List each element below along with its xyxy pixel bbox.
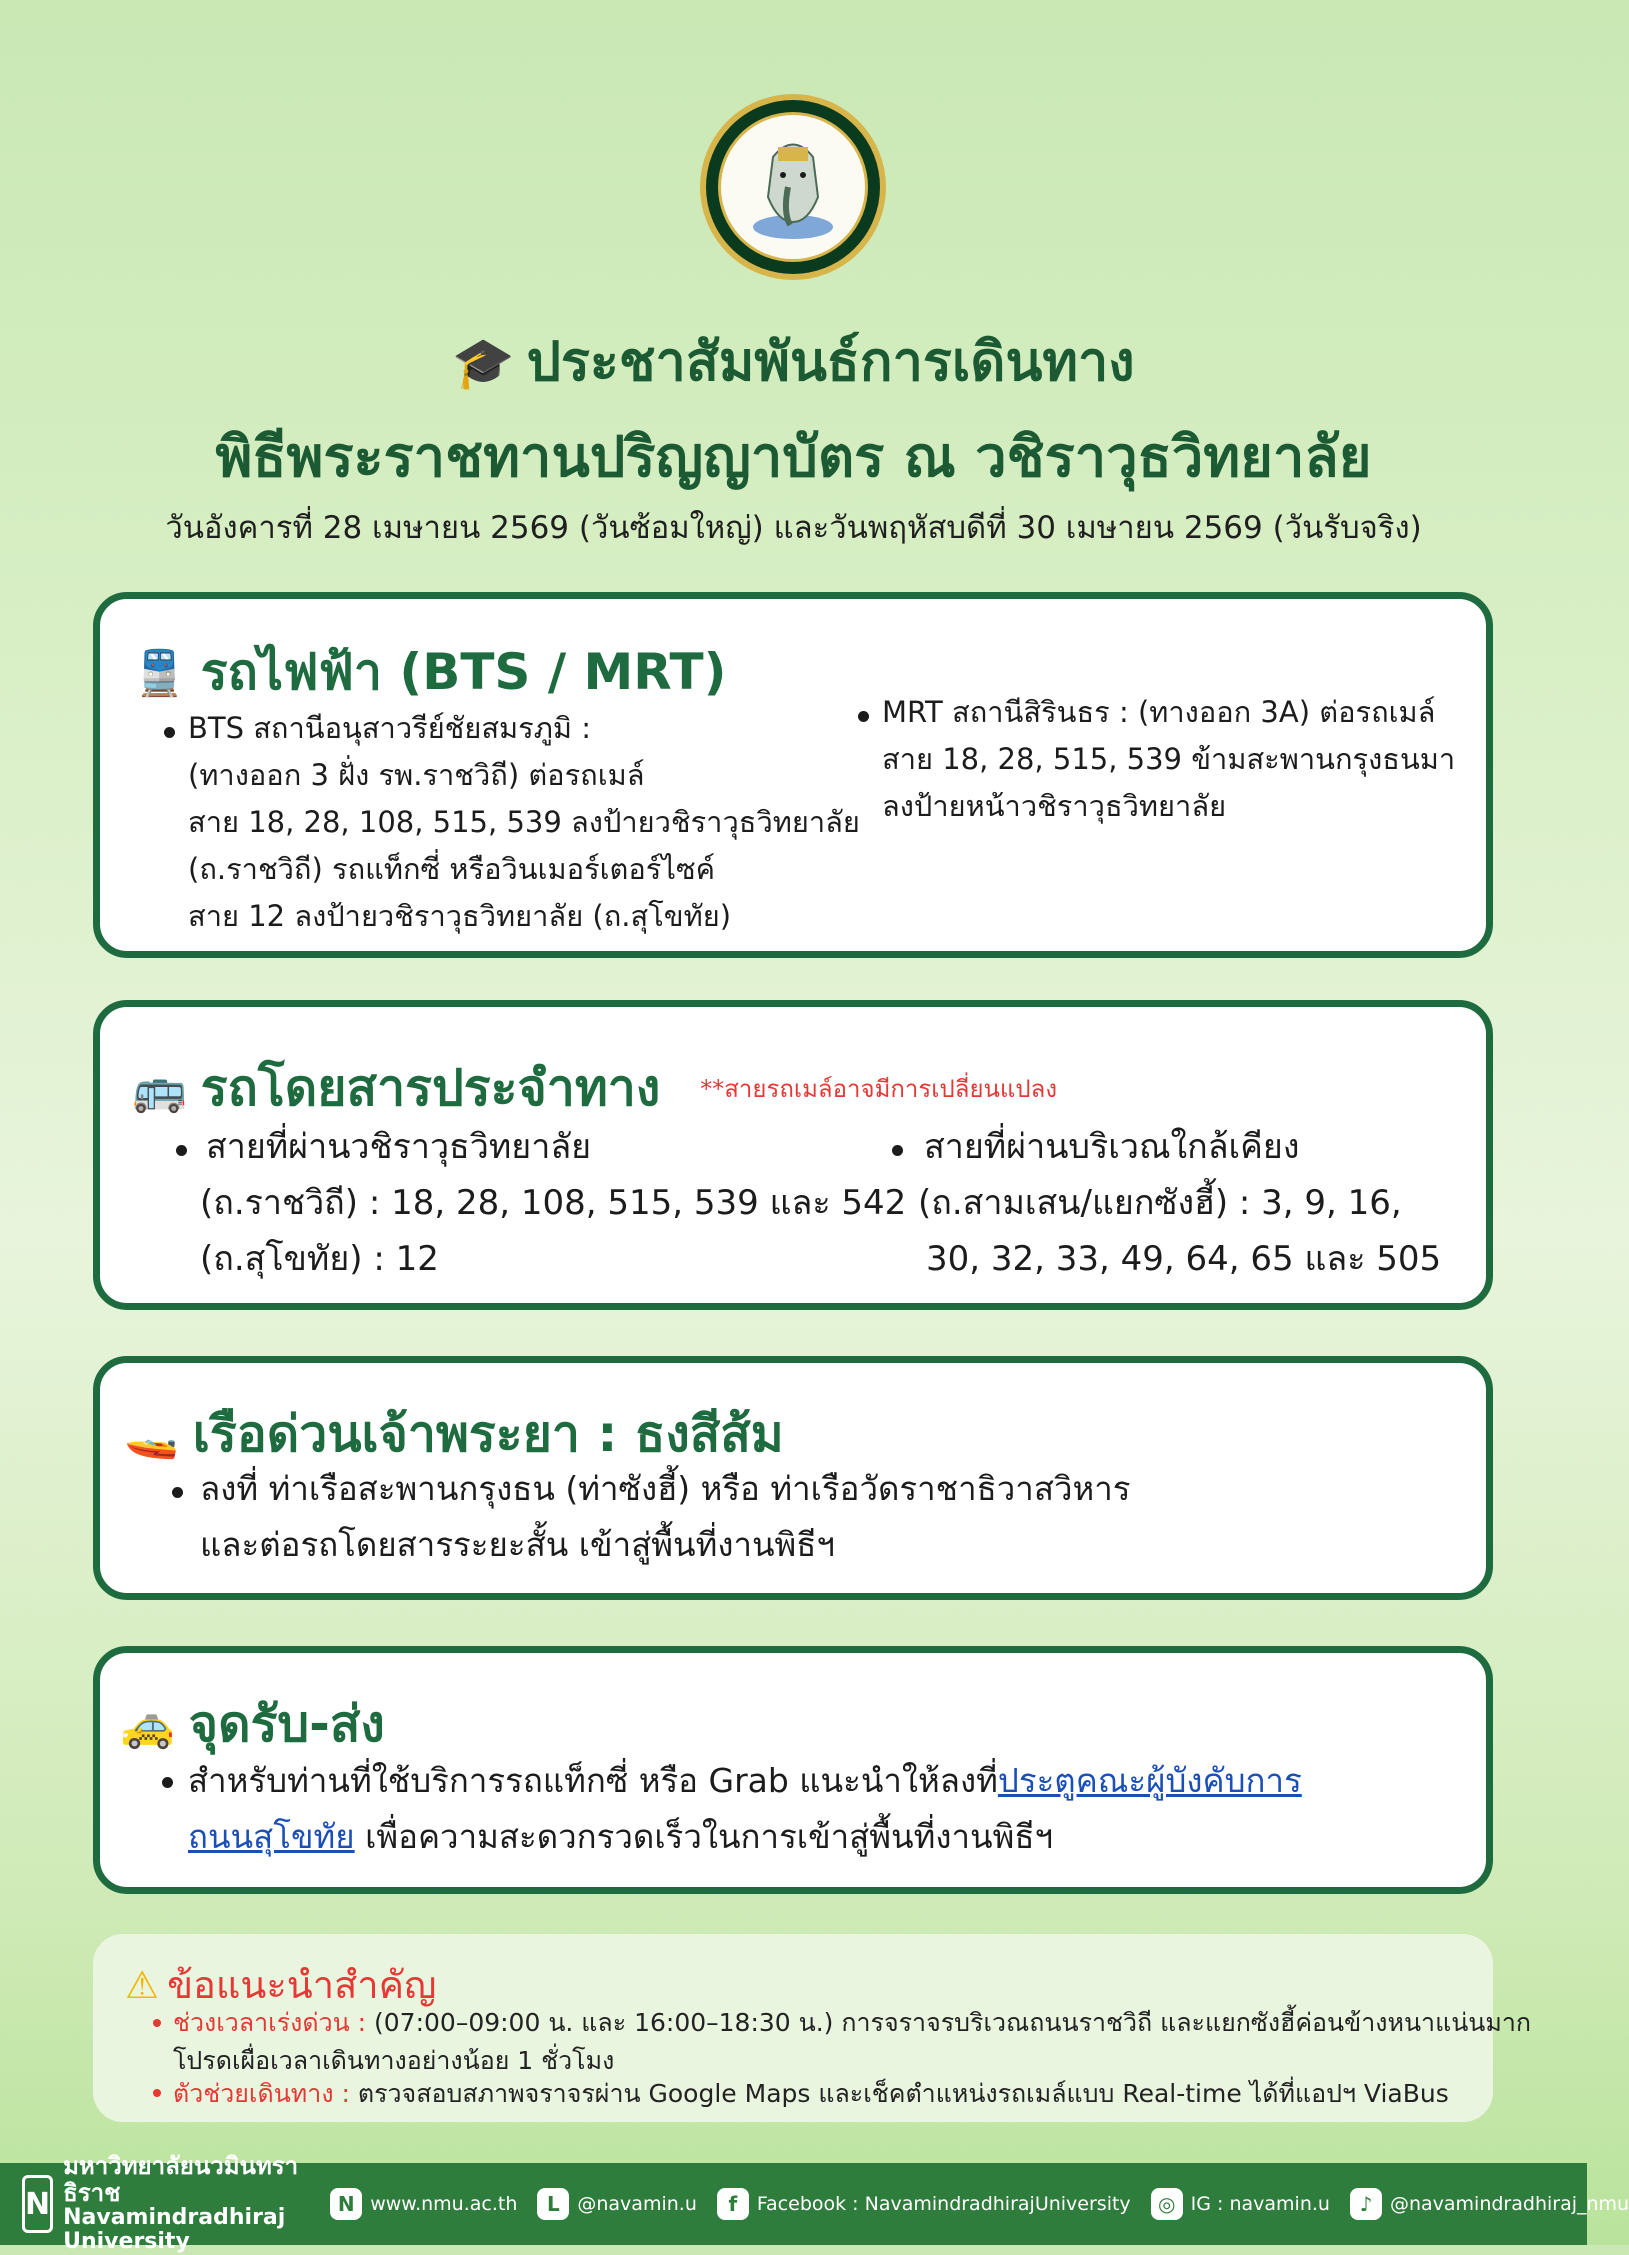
bus-routes-nearby: สายที่ผ่านบริเวณใกล้เคียง (ถ.สามเสน/แยกซังฮี้) : 3, 9, 16, 30, 32, 33, 49, 64, 65 และ 505: [918, 1127, 1442, 1279]
pickup-road-link[interactable]: ถนนสุโขทัย: [188, 1817, 355, 1856]
nmu-logo-icon: N: [22, 2175, 53, 2233]
train-icon: 🚆: [132, 647, 187, 699]
elephant-icon: [738, 127, 848, 247]
tip-travel-helper: ตัวช่วยเดินทาง : ตรวจสอบสภาพจราจรผ่าน Google Maps และเช็คตำแหน่งรถเมล์แบบ Real-time ได้ที่แอปฯ ViaBus: [173, 2079, 1449, 2108]
boat-icon: 🚤: [124, 1409, 179, 1461]
card-bus: [93, 1000, 1493, 1310]
event-dates: วันอังคารที่ 28 เมษายน 2569 (วันซ้อมใหญ่) และวันพฤหัสบดีที่ 30 เมษายน 2569 (วันรับจริง): [165, 510, 1422, 546]
card-bus-title: 🚌 รถโดยสารประจำทาง **สายรถเมล์อาจมีการเปลี่ยนแปลง: [132, 1059, 1058, 1117]
footer-tiktok[interactable]: ♪ @navamindradhiraj_nmu: [1350, 2188, 1629, 2220]
footer-university-logo: N มหาวิทยาลัยนวมินทราธิราช Navamindradhiraj University: [22, 2153, 298, 2254]
tips-title: ⚠ ข้อแนะนำสำคัญ: [125, 1963, 437, 2007]
bullet-dot: [162, 1777, 173, 1788]
bullet-dot: [164, 727, 175, 738]
card-boat: [93, 1356, 1493, 1600]
pickup-gate-link[interactable]: ประตูคณะผู้บังคับการ: [997, 1761, 1302, 1800]
bullet-dot: [153, 2089, 161, 2097]
bullet-dot: [153, 2019, 161, 2027]
bullet-dot: [172, 1487, 183, 1498]
warning-icon: ⚠: [125, 1963, 160, 2007]
train-mrt-info: MRT สถานีสิรินธร : (ทางออก 3A) ต่อรถเมล์ สาย 18, 28, 515, 539 ข้ามสะพานกรุงธนมา ลงป้ายหน้าวชิราวุธวิทยาลัย: [882, 695, 1456, 823]
page-subtitle: พิธีพระราชทานปริญญาบัตร ณ วชิราวุธวิทยาลัย: [215, 425, 1372, 490]
tip-rush-hour: ช่วงเวลาเร่งด่วน : (07:00–09:00 น. และ 16:00–18:30 น.) การจราจรบริเวณถนนราชวิถี และแยกซังฮี้ค่อนข้างหนาแน่นมาก โปรดเผื่อเวลาเดินทางอย่างน้อย 1 ชั่วโมง: [173, 2008, 1532, 2075]
facebook-icon: f: [717, 2188, 749, 2220]
train-bts-info: BTS สถานีอนุสาวรีย์ชัยสมรภูมิ : (ทางออก 3 ฝั่ง รพ.ราชวิถี) ต่อรถเมล์ สาย 18, 28, 108, 515, 539 ลงป้ายวชิราวุธวิทยาลัย (ถ.ราชวิถี) รถแท็กซี่ หรือวินเมอร์เตอร์ไซค์ สาย 12 ลงป้ายวชิราวุธวิทยาลัย (ถ.สุโขทัย): [188, 711, 860, 933]
bullet-dot: [892, 1145, 903, 1156]
card-train: [93, 592, 1493, 958]
bus-icon: 🚌: [132, 1063, 187, 1115]
card-boat-title: 🚤 เรือด่วนเจ้าพระยา : ธงสีส้ม: [124, 1405, 784, 1463]
graduation-cap-icon: 🎓: [452, 334, 515, 392]
bullet-dot: [176, 1145, 187, 1156]
nmu-web-icon: N: [330, 2188, 362, 2220]
seal-elephant-emblem: [718, 112, 868, 262]
university-seal: [700, 94, 886, 280]
pickup-info: สำหรับท่านที่ใช้บริการรถแท็กซี่ หรือ Grab แนะนำให้ลงที่ประตูคณะผู้บังคับการ ถนนสุโขทัย เพื่อความสะดวกรวดเร็วในการเข้าสู่พื้นที่งานพิธีฯ: [188, 1761, 1302, 1856]
instagram-icon: ◎: [1151, 2188, 1183, 2220]
page-title: 🎓 ประชาสัมพันธ์การเดินทาง: [452, 330, 1135, 393]
route-change-note: **สายรถเมล์อาจมีการเปลี่ยนแปลง: [700, 1075, 1058, 1103]
card-pickup-title: 🚕 จุดรับ-ส่ง: [120, 1695, 385, 1753]
card-pickup: [93, 1646, 1493, 1894]
card-train-title: 🚆 รถไฟฟ้า (BTS / MRT): [132, 643, 727, 701]
bus-routes-direct: สายที่ผ่านวชิราวุธวิทยาลัย (ถ.ราชวิถี) : 18, 28, 108, 515, 539 และ 542 (ถ.สุโขทัย) : 12: [200, 1127, 907, 1279]
footer-bar: [0, 2152, 1629, 2255]
footer-line[interactable]: L @navamin.u: [537, 2188, 696, 2220]
footer-instagram[interactable]: ◎ IG : navamin.u: [1151, 2188, 1330, 2220]
taxi-icon: 🚕: [120, 1699, 175, 1751]
footer-facebook[interactable]: f Facebook : NavamindradhirajUniversity: [717, 2188, 1131, 2220]
footer-website[interactable]: N www.nmu.ac.th: [330, 2188, 517, 2220]
tiktok-icon: ♪: [1350, 2188, 1382, 2220]
bullet-dot: [858, 711, 869, 722]
important-tips-panel: [93, 1934, 1532, 2122]
line-icon: L: [537, 2188, 569, 2220]
boat-info: ลงที่ ท่าเรือสะพานกรุงธน (ท่าซังฮี้) หรือ ท่าเรือวัดราชาธิวาสวิหาร และต่อรถโดยสารระยะสั้น เข้าสู่พื้นที่งานพิธีฯ: [200, 1469, 1131, 1564]
